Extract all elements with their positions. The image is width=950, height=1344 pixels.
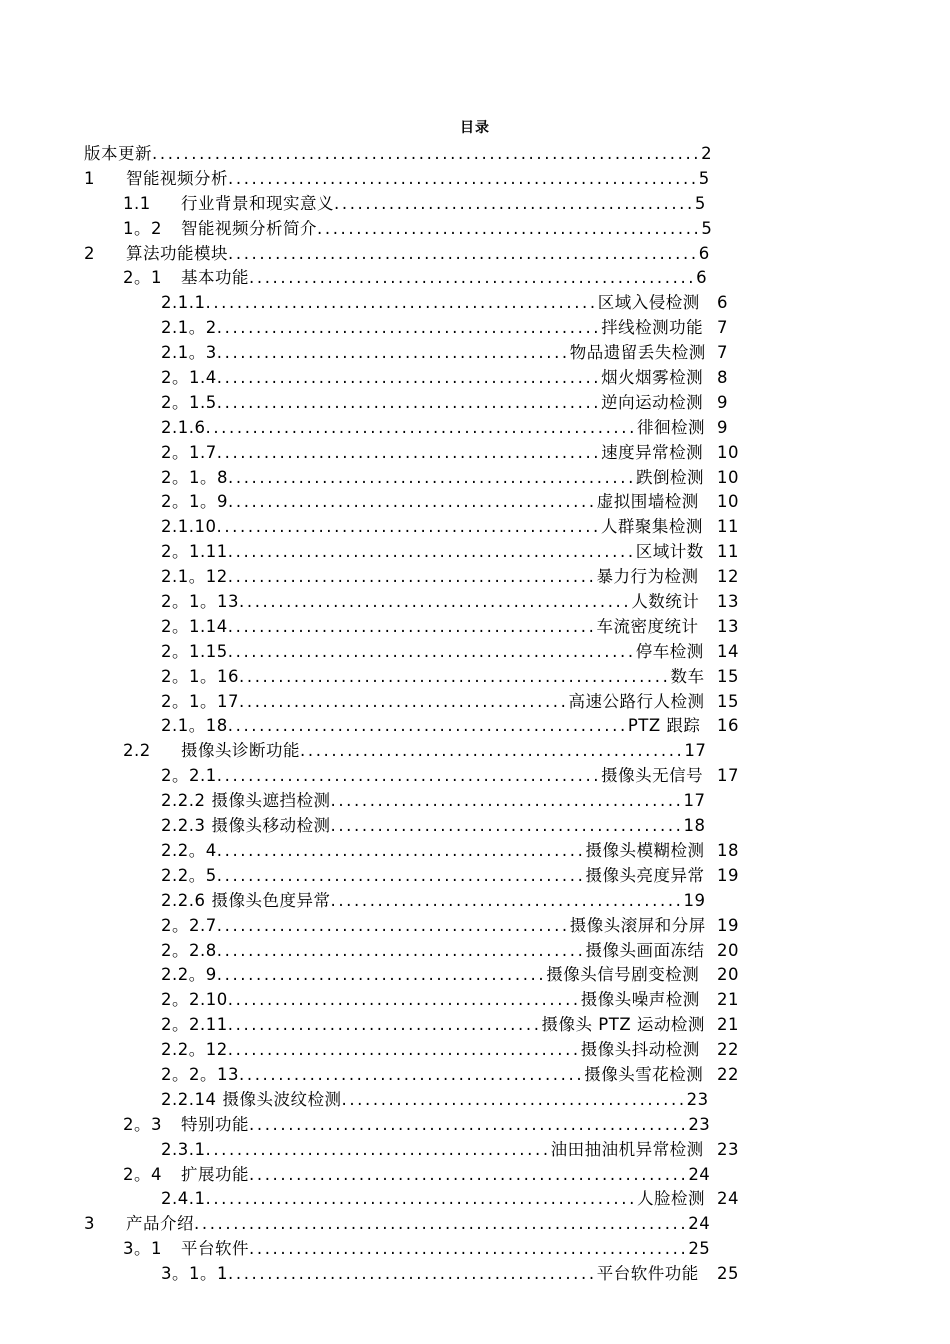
- toc-entry-page: 10: [717, 467, 739, 487]
- toc-entry-number: 2。1。17: [161, 691, 239, 711]
- toc-entry-page: 9: [717, 392, 728, 412]
- toc-entry-title: 区域入侵检测: [597, 293, 700, 313]
- toc-entry-number: 2。4: [123, 1164, 162, 1184]
- toc-entry[interactable]: [161, 490, 699, 515]
- toc-entry[interactable]: [161, 1138, 704, 1163]
- toc-entry-page: 9: [717, 417, 728, 437]
- dot-leader: ...............................................: [216, 940, 586, 960]
- dot-leader: .............................................: [216, 343, 570, 363]
- toc-entry-page: 2: [701, 144, 713, 163]
- toc-row[interactable]: [0, 167, 950, 192]
- toc-entry-page: 6: [717, 293, 728, 313]
- toc-row[interactable]: [0, 665, 950, 690]
- dot-leader: ...................................................: [227, 716, 628, 736]
- toc-entry-number: 2.2。4: [161, 840, 217, 860]
- toc-entry[interactable]: [123, 217, 712, 242]
- toc-entry-page: 23: [686, 1089, 709, 1109]
- toc-entry-title: 摄像头色度异常: [211, 890, 331, 910]
- toc-entry-page: 19: [683, 890, 706, 910]
- toc-entry-number: 2。2.1: [161, 766, 217, 786]
- dot-leader: .............................................: [227, 990, 581, 1010]
- dot-leader: ............................................................: [228, 168, 699, 188]
- toc-entry-page: 7: [717, 318, 728, 338]
- toc-entry-number: 2.1.1: [161, 293, 206, 313]
- toc-row[interactable]: [0, 814, 950, 839]
- toc-row[interactable]: [0, 864, 950, 889]
- toc-row[interactable]: [0, 416, 950, 441]
- toc-entry-title: 暴力行为检测: [596, 567, 699, 587]
- toc-entry-number: 2.2.6: [161, 890, 206, 910]
- dot-leader: .................................................: [216, 368, 602, 388]
- toc-row[interactable]: [0, 1038, 950, 1063]
- toc-entry[interactable]: [161, 1038, 700, 1063]
- toc-entry-number: 2.1。18: [161, 716, 228, 736]
- toc-entry[interactable]: [84, 242, 710, 267]
- toc-entry-page: 21: [717, 1015, 739, 1035]
- dot-leader: .........................................................: [249, 268, 697, 288]
- toc-entry-title: 拌线检测功能: [601, 318, 704, 338]
- toc-entry[interactable]: [161, 789, 706, 814]
- toc-entry-title: 版本更新: [84, 144, 152, 163]
- toc-entry[interactable]: [84, 1212, 710, 1237]
- toc-entry-number: 1: [84, 168, 95, 188]
- toc-row[interactable]: [0, 1212, 950, 1237]
- toc-entry-number: 2.2.2: [161, 791, 206, 811]
- toc-entry-title: 摄像头雪花检测: [584, 1064, 704, 1084]
- toc-entry-page: 16: [717, 716, 739, 736]
- toc-row[interactable]: [0, 739, 950, 764]
- dot-leader: .................................................: [216, 766, 602, 786]
- dot-leader: .......................................................: [239, 666, 671, 686]
- toc-entry-number: 2.2。12: [161, 1040, 228, 1060]
- toc-entry-title: 油田抽油机异常检测: [550, 1139, 704, 1159]
- toc-entry-number: 2。1.14: [161, 616, 228, 636]
- toc-entry-title: 摄像头波纹检测: [222, 1089, 342, 1109]
- toc-row[interactable]: [0, 291, 950, 316]
- toc-row[interactable]: [0, 441, 950, 466]
- toc-entry[interactable]: [161, 291, 700, 316]
- toc-entry[interactable]: [161, 1187, 705, 1212]
- toc-entry-page: 5: [698, 168, 710, 188]
- toc-entry-number: 2。1.11: [161, 542, 228, 562]
- dot-leader: ...............................................: [216, 840, 586, 860]
- toc-entry-page: 17: [717, 766, 739, 786]
- dot-leader: .............................................: [330, 791, 684, 811]
- dot-leader: ............................................: [239, 1064, 585, 1084]
- toc-entry-number: 2。2.10: [161, 990, 228, 1010]
- toc-row[interactable]: [0, 266, 950, 291]
- toc-entry[interactable]: [161, 690, 704, 715]
- toc-entry-title: 摄像头诊断功能: [181, 741, 300, 761]
- toc-entry-number: 2。2。13: [161, 1064, 239, 1084]
- toc-entry-number: 1。2: [123, 218, 162, 238]
- toc-entry-page: 5: [701, 218, 713, 238]
- toc-entry-title: 摄像头遮挡检测: [211, 791, 331, 811]
- toc-entry[interactable]: [161, 615, 698, 640]
- dot-leader: ..............................................: [334, 193, 695, 213]
- toc-entry[interactable]: [161, 889, 706, 914]
- toc-entry-title: PTZ 跟踪: [627, 716, 701, 736]
- dot-leader: ..................................................: [205, 293, 598, 313]
- dot-leader: ..........................................: [239, 691, 569, 711]
- toc-entry-number: 2.2.3: [161, 816, 206, 836]
- toc-entry-title: 基本功能: [181, 268, 249, 288]
- toc-row[interactable]: [0, 1187, 950, 1212]
- toc-row[interactable]: [0, 590, 950, 615]
- toc-entry-number: 2。1。16: [161, 666, 239, 686]
- dot-leader: ............................................: [205, 1139, 551, 1159]
- toc-entry-number: 2.2。5: [161, 865, 217, 885]
- table-of-contents: [0, 142, 950, 1287]
- toc-entry[interactable]: [84, 142, 712, 167]
- toc-entry-page: 20: [717, 965, 739, 985]
- toc-row[interactable]: [0, 1088, 950, 1113]
- toc-entry[interactable]: [161, 939, 704, 964]
- toc-entry[interactable]: [123, 266, 707, 291]
- toc-entry-page: 15: [717, 691, 739, 711]
- toc-entry-number: 2。1。8: [161, 467, 228, 487]
- toc-entry-number: 3。1。1: [161, 1264, 228, 1284]
- toc-entry[interactable]: [161, 391, 703, 416]
- toc-entry-title: 虚拟围墙检测: [596, 492, 699, 512]
- toc-row[interactable]: [0, 217, 950, 242]
- toc-entry-title: 产品介绍: [126, 1214, 194, 1234]
- toc-row[interactable]: [0, 690, 950, 715]
- toc-entry-number: 2。1.7: [161, 442, 217, 462]
- toc-entry[interactable]: [161, 540, 704, 565]
- toc-entry-title: 摄像头噪声检测: [580, 990, 700, 1010]
- toc-row[interactable]: [0, 366, 950, 391]
- toc-entry-title: 摄像头移动检测: [211, 816, 331, 836]
- dot-leader: .............................................: [330, 816, 684, 836]
- dot-leader: .................................................: [317, 218, 702, 238]
- toc-row[interactable]: [0, 714, 950, 739]
- toc-entry-title: 跌倒检测: [635, 467, 704, 487]
- toc-entry-title: 停车检测: [635, 641, 704, 661]
- toc-entry[interactable]: [161, 590, 699, 615]
- dot-leader: ...............................................: [227, 616, 597, 636]
- dot-leader: .................................................: [216, 318, 602, 338]
- toc-row[interactable]: [0, 540, 950, 565]
- toc-entry-page: 13: [717, 616, 739, 636]
- dot-leader: ..................................................: [239, 592, 632, 612]
- toc-entry-page: 24: [688, 1214, 711, 1234]
- toc-entry-title: 摄像头亮度异常: [585, 865, 705, 885]
- dot-leader: .............................................: [216, 915, 570, 935]
- toc-entry-page: 18: [717, 840, 739, 860]
- toc-entry-title: 高速公路行人检测: [568, 691, 705, 711]
- toc-entry-page: 19: [717, 915, 739, 935]
- toc-entry[interactable]: [161, 814, 706, 839]
- dot-leader: ........................................................: [249, 1164, 689, 1184]
- toc-entry-title: 摄像头抖动检测: [580, 1040, 700, 1060]
- toc-entry[interactable]: [123, 739, 706, 764]
- toc-entry[interactable]: [123, 1163, 710, 1188]
- toc-entry-page: 24: [717, 1189, 739, 1209]
- toc-entry[interactable]: [161, 665, 704, 690]
- toc-entry-title: 摄像头模糊检测: [585, 840, 705, 860]
- toc-entry[interactable]: [161, 316, 703, 341]
- dot-leader: ...............................................: [216, 865, 586, 885]
- toc-entry-number: 3: [84, 1214, 95, 1234]
- toc-entry[interactable]: [84, 167, 710, 192]
- toc-row[interactable]: [0, 764, 950, 789]
- toc-entry-number: 2。2.11: [161, 1015, 228, 1035]
- toc-entry-title: 人数统计: [631, 592, 700, 612]
- dot-leader: ......................................................................: [152, 144, 702, 163]
- toc-entry[interactable]: [161, 466, 704, 491]
- toc-row[interactable]: [0, 341, 950, 366]
- toc-row[interactable]: [0, 1163, 950, 1188]
- toc-row[interactable]: [0, 939, 950, 964]
- toc-row[interactable]: [0, 142, 950, 167]
- toc-entry-number: 1.1: [123, 193, 151, 213]
- toc-row[interactable]: [0, 1063, 950, 1088]
- toc-entry-page: 12: [717, 567, 739, 587]
- dot-leader: ........................................................: [249, 1114, 689, 1134]
- toc-entry-page: 15: [717, 666, 739, 686]
- toc-row[interactable]: [0, 1262, 950, 1287]
- toc-entry-number: 2.1。3: [161, 343, 217, 363]
- toc-entry[interactable]: [161, 839, 704, 864]
- toc-entry-number: 2.3.1: [161, 1139, 206, 1159]
- toc-row[interactable]: [0, 839, 950, 864]
- toc-entry-page: 24: [688, 1164, 711, 1184]
- toc-entry[interactable]: [161, 1262, 699, 1287]
- toc-entry-title: 摄像头 PTZ 运动检测: [541, 1015, 705, 1035]
- toc-entry-title: 车流密度统计: [596, 616, 699, 636]
- toc-entry-page: 25: [717, 1264, 739, 1284]
- toc-entry-page: 17: [683, 791, 706, 811]
- toc-row[interactable]: [0, 1013, 950, 1038]
- toc-entry-title: 智能视频分析: [126, 168, 228, 188]
- dot-leader: ........................................: [227, 1015, 542, 1035]
- toc-entry-page: 5: [694, 193, 706, 213]
- toc-entry-number: 3。1: [123, 1239, 162, 1259]
- toc-row[interactable]: [0, 192, 950, 217]
- toc-entry-page: 13: [717, 592, 739, 612]
- toc-entry-title: 速度异常检测: [601, 442, 704, 462]
- toc-entry-page: 18: [683, 816, 706, 836]
- toc-entry-title: 平台软件功能: [596, 1264, 699, 1284]
- toc-entry-title: 人脸检测: [636, 1189, 705, 1209]
- toc-entry-number: 2.1。2: [161, 318, 217, 338]
- toc-title: 目录: [460, 120, 490, 136]
- toc-entry-title: 烟火烟雾检测: [601, 368, 704, 388]
- toc-entry[interactable]: [161, 1088, 709, 1113]
- dot-leader: .................................................: [216, 442, 602, 462]
- toc-entry-number: 2。1.5: [161, 392, 217, 412]
- toc-entry[interactable]: [123, 192, 706, 217]
- toc-entry-title: 智能视频分析简介: [181, 218, 317, 238]
- toc-row[interactable]: [0, 515, 950, 540]
- toc-entry-number: 2.1.10: [161, 517, 217, 537]
- dot-leader: ....................................................: [227, 641, 636, 661]
- dot-leader: ..........................................: [216, 965, 547, 985]
- toc-entry[interactable]: [161, 764, 703, 789]
- toc-entry-title: 平台软件: [181, 1239, 249, 1259]
- toc-entry-title: 逆向运动检测: [601, 392, 704, 412]
- toc-row[interactable]: [0, 316, 950, 341]
- toc-row[interactable]: [0, 490, 950, 515]
- toc-entry-title: 摄像头滚屏和分屏: [569, 915, 706, 935]
- toc-entry-page: 21: [717, 990, 739, 1010]
- toc-entry-title: 物品遗留丢失检测: [569, 343, 706, 363]
- toc-row[interactable]: [0, 615, 950, 640]
- toc-row[interactable]: [0, 789, 950, 814]
- toc-entry-number: 2。2.8: [161, 940, 217, 960]
- toc-entry-page: 22: [717, 1040, 739, 1060]
- toc-entry-number: 2.1。12: [161, 567, 228, 587]
- toc-entry-title: 摄像头信号剧变检测: [546, 965, 700, 985]
- dot-leader: ........................................................: [249, 1239, 689, 1259]
- toc-entry[interactable]: [161, 1013, 705, 1038]
- toc-entry-page: 6: [696, 268, 708, 288]
- toc-entry-number: 2。1。9: [161, 492, 228, 512]
- toc-entry-number: 2: [84, 243, 95, 263]
- dot-leader: ....................................................: [227, 542, 636, 562]
- dot-leader: .................................................: [216, 517, 601, 537]
- toc-entry[interactable]: [161, 565, 698, 590]
- toc-entry-title: 区域计数: [635, 542, 704, 562]
- toc-row[interactable]: [0, 565, 950, 590]
- toc-row[interactable]: [0, 466, 950, 491]
- dot-leader: ............................................................: [228, 243, 699, 263]
- toc-entry-title: 特别功能: [181, 1114, 249, 1134]
- dot-leader: .......................................................: [205, 417, 637, 437]
- toc-entry-page: 8: [717, 368, 728, 388]
- toc-entry-page: 20: [717, 940, 739, 960]
- toc-entry-page: 10: [717, 442, 739, 462]
- toc-row[interactable]: [0, 889, 950, 914]
- toc-entry-page: 11: [717, 542, 739, 562]
- dot-leader: ...............................................: [228, 492, 597, 512]
- toc-entry-title: 扩展功能: [181, 1164, 249, 1184]
- toc-entry[interactable]: [161, 864, 704, 889]
- toc-entry-title: 行业背景和现实意义: [181, 193, 334, 213]
- toc-entry-number: 2。2.7: [161, 915, 217, 935]
- toc-entry[interactable]: [161, 515, 703, 540]
- toc-entry-page: 22: [717, 1064, 739, 1084]
- dot-leader: ...............................................: [228, 1264, 597, 1284]
- toc-row[interactable]: [0, 640, 950, 665]
- toc-entry[interactable]: [161, 914, 706, 939]
- toc-entry[interactable]: [161, 640, 704, 665]
- toc-entry-page: 19: [717, 865, 739, 885]
- toc-entry-number: 2。1: [123, 268, 162, 288]
- dot-leader: ....................................................: [228, 467, 636, 487]
- toc-entry-page: 7: [717, 343, 728, 363]
- toc-entry-page: 25: [688, 1239, 711, 1259]
- toc-entry[interactable]: [161, 963, 699, 988]
- toc-entry-title: 人群聚集检测: [600, 517, 703, 537]
- toc-entry-number: 2。1.4: [161, 368, 217, 388]
- toc-row[interactable]: [0, 914, 950, 939]
- toc-entry[interactable]: [161, 714, 700, 739]
- toc-entry-number: 2.4.1: [161, 1189, 206, 1209]
- toc-entry-title: 徘徊检测: [636, 417, 705, 437]
- dot-leader: .................................................: [216, 392, 602, 412]
- toc-row[interactable]: [0, 242, 950, 267]
- dot-leader: .................................................: [300, 741, 685, 761]
- toc-entry-page: 10: [717, 492, 739, 512]
- toc-row[interactable]: [0, 1237, 950, 1262]
- toc-entry-page: 6: [698, 243, 710, 263]
- toc-entry-number: 2。1.15: [161, 641, 228, 661]
- dot-leader: ............................................: [341, 1089, 687, 1109]
- toc-entry-page: 23: [717, 1139, 739, 1159]
- toc-entry-title: 数车: [670, 666, 705, 686]
- toc-entry[interactable]: [161, 366, 703, 391]
- toc-entry-number: 2。3: [123, 1114, 162, 1134]
- toc-entry[interactable]: [123, 1237, 710, 1262]
- toc-entry-title: 摄像头无信号: [601, 766, 704, 786]
- toc-entry[interactable]: [123, 1113, 710, 1138]
- toc-entry-page: 17: [684, 741, 707, 761]
- toc-entry[interactable]: [161, 441, 703, 466]
- toc-entry[interactable]: [161, 416, 705, 441]
- toc-entry[interactable]: [161, 1063, 703, 1088]
- toc-entry-page: 23: [688, 1114, 711, 1134]
- toc-entry-number: 2.1.6: [161, 417, 206, 437]
- toc-row[interactable]: [0, 963, 950, 988]
- dot-leader: .............................................: [330, 890, 684, 910]
- dot-leader: .............................................: [227, 1040, 581, 1060]
- dot-leader: ...............................................................: [194, 1214, 689, 1234]
- dot-leader: ...............................................: [227, 567, 597, 587]
- toc-entry-number: 2.2。9: [161, 965, 217, 985]
- toc-entry-title: 算法功能模块: [126, 243, 228, 263]
- toc-entry-number: 2.2: [123, 741, 151, 761]
- toc-row[interactable]: [0, 391, 950, 416]
- toc-row[interactable]: [0, 1138, 950, 1163]
- toc-entry-number: 2.2.14: [161, 1089, 217, 1109]
- dot-leader: .......................................................: [205, 1189, 637, 1209]
- toc-row[interactable]: [0, 988, 950, 1013]
- toc-entry[interactable]: [161, 988, 700, 1013]
- toc-entry-page: 11: [717, 517, 739, 537]
- toc-row[interactable]: [0, 1113, 950, 1138]
- toc-entry-title: 摄像头画面冻结: [585, 940, 705, 960]
- toc-entry-number: 2。1。13: [161, 592, 239, 612]
- toc-entry-page: 14: [717, 641, 739, 661]
- toc-entry[interactable]: [161, 341, 706, 366]
